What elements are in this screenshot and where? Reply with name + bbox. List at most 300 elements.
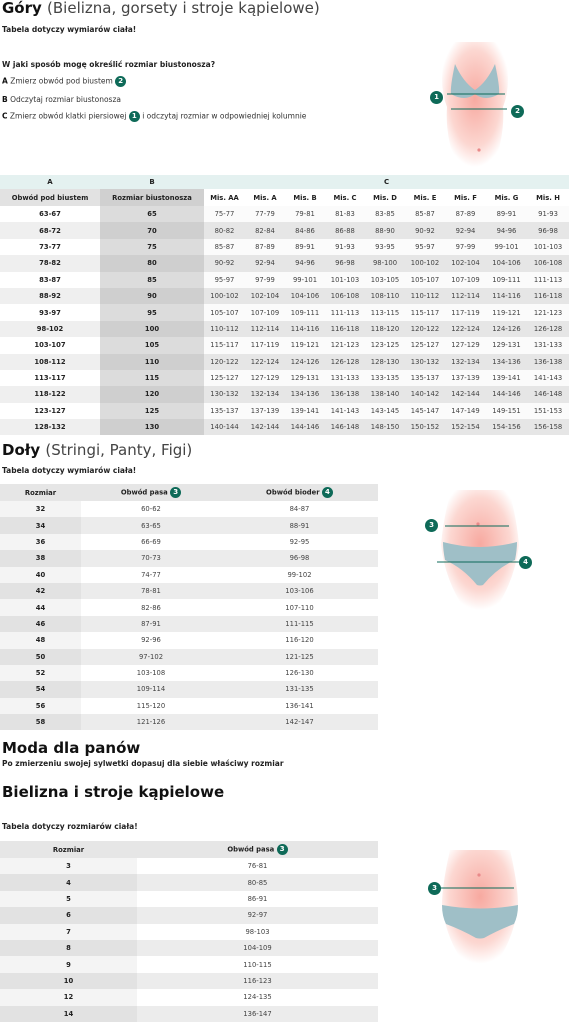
table-cell: 91-93 [527, 206, 569, 222]
step-c-text-before: Zmierz obwód klatki piersiowej [9, 111, 127, 121]
doly-subtitle: (Stringi, Panty, Figi) [45, 441, 193, 459]
table-cell: 66-69 [81, 534, 221, 550]
table-cell: 4 [0, 874, 137, 890]
table-cell: 116-123 [137, 973, 378, 989]
table-cell: 124-126 [486, 321, 527, 337]
table-cell: 139-141 [486, 370, 527, 386]
table-row [0, 501, 378, 517]
header-row [0, 189, 569, 206]
table-cell: 88-91 [221, 517, 378, 533]
table-cell: 107-110 [221, 599, 378, 615]
table-cell: 112-114 [245, 321, 285, 337]
table-cell: 76-81 [137, 858, 378, 874]
header-cell: Rozmiar biustonosza [100, 189, 204, 206]
table-cell: 12 [0, 989, 137, 1005]
table-cell: 144-146 [486, 386, 527, 402]
table-cell: 99-101 [486, 239, 527, 255]
badge-2-icon: 2 [115, 76, 126, 87]
table-cell: 136-138 [527, 354, 569, 370]
table-cell: 146-148 [325, 419, 365, 435]
table-cell: 95 [100, 304, 204, 320]
table-row [0, 517, 378, 533]
table-cell: 54 [0, 681, 81, 697]
table-cell: 116-118 [325, 321, 365, 337]
table-cell: 86-88 [325, 222, 365, 238]
table-cell: 98-102 [0, 321, 100, 337]
header-cell [221, 484, 378, 501]
header-cell [137, 841, 378, 858]
table-cell: 131-133 [527, 337, 569, 353]
header-label: Rozmiar [52, 845, 85, 854]
table-cell: 120-122 [204, 354, 245, 370]
table-row [0, 956, 378, 972]
table-cell: 121-123 [325, 337, 365, 353]
table-cell: 98-100 [365, 255, 405, 271]
table-row [0, 649, 378, 665]
table-cell: 103-106 [221, 583, 378, 599]
table-row [0, 255, 569, 271]
table-cell: 126-128 [527, 321, 569, 337]
table-cell: 83-87 [0, 272, 100, 288]
table-cell: 92-96 [81, 632, 221, 648]
table-cell: 102-104 [445, 255, 486, 271]
table-row [0, 891, 378, 907]
table-cell: 85-87 [204, 239, 245, 255]
table-cell: 139-141 [285, 403, 325, 419]
badge-3-icon: 3 [277, 844, 288, 855]
table-row [0, 370, 569, 386]
table-cell: 101-103 [325, 272, 365, 288]
table-cell: 104-109 [137, 940, 378, 956]
table-cell: 121-126 [81, 714, 221, 730]
table-cell: 103-107 [0, 337, 100, 353]
table-cell: 124-126 [285, 354, 325, 370]
table-cell: 116-118 [527, 288, 569, 304]
table-row [0, 288, 569, 304]
table-row [0, 858, 378, 874]
table-cell: 48 [0, 632, 81, 648]
doly-title-text: Doły [2, 441, 41, 459]
table-cell: 136-141 [221, 698, 378, 714]
table-cell: 154-156 [486, 419, 527, 435]
table-cell: 73-77 [0, 239, 100, 255]
table-cell: 148-150 [365, 419, 405, 435]
table-cell: 46 [0, 616, 81, 632]
table-cell: 130-132 [204, 386, 245, 402]
table-cell: 142-147 [221, 714, 378, 730]
table-row [0, 419, 569, 435]
table-cell: 113-117 [0, 370, 100, 386]
header-row [0, 484, 378, 501]
table-row [0, 534, 378, 550]
table-cell: 70-73 [81, 550, 221, 566]
table-cell: 5 [0, 891, 137, 907]
table-cell: 32 [0, 501, 81, 517]
torso-illustration [425, 42, 525, 167]
table-cell: 109-114 [81, 681, 221, 697]
step-c-text-after: i odczytaj rozmiar w odpowiedniej kolumnie [142, 111, 307, 121]
table-cell: 63-65 [81, 517, 221, 533]
marker-3-icon: 3 [425, 519, 438, 532]
table-row [0, 222, 569, 238]
table-cell: 104-106 [486, 255, 527, 271]
table-cell: 134-136 [285, 386, 325, 402]
table-cell: 10 [0, 973, 137, 989]
table-row [0, 567, 378, 583]
header-cell [0, 841, 137, 858]
navel-dot-3 [477, 873, 480, 876]
table-cell: 125-127 [405, 337, 445, 353]
table-cell: 113-115 [365, 304, 405, 320]
table-cell: 137-139 [245, 403, 285, 419]
table-cell: 122-124 [245, 354, 285, 370]
table-row [0, 714, 378, 730]
table-cell: 124-135 [137, 989, 378, 1005]
letter-c: C [204, 175, 569, 189]
table-cell: 7 [0, 924, 137, 940]
table-cell: 115 [100, 370, 204, 386]
table-cell: 131-135 [221, 681, 378, 697]
step-c-letter: C [2, 111, 8, 121]
header-cell: Mis. A [245, 189, 285, 206]
header-label: Obwód pasa [120, 488, 168, 497]
table-cell: 130 [100, 419, 204, 435]
table-cell: 91-93 [325, 239, 365, 255]
table-cell: 82-84 [245, 222, 285, 238]
table-row [0, 874, 378, 890]
table-cell: 119-121 [486, 304, 527, 320]
table-cell: 83-85 [365, 206, 405, 222]
table-cell: 115-117 [405, 304, 445, 320]
table-cell: 131-133 [325, 370, 365, 386]
table-cell: 94-96 [486, 222, 527, 238]
table-cell: 111-115 [221, 616, 378, 632]
table-cell: 93-95 [365, 239, 405, 255]
table-row [0, 304, 569, 320]
table-cell: 106-108 [325, 288, 365, 304]
header-cell: Mis. H [527, 189, 569, 206]
header-cell: Mis. D [365, 189, 405, 206]
gory-title-text: Góry [2, 0, 42, 17]
table-cell: 84-86 [285, 222, 325, 238]
table-cell: 79-81 [285, 206, 325, 222]
letters-row [0, 175, 569, 189]
table-cell: 118-122 [0, 386, 100, 402]
table-cell: 105 [100, 337, 204, 353]
header-cell: Mis. E [405, 189, 445, 206]
table-cell: 93-97 [0, 304, 100, 320]
men-hips-illustration [440, 850, 520, 966]
table-cell: 150-152 [405, 419, 445, 435]
navel-dot [477, 148, 480, 151]
table-row [0, 1006, 378, 1022]
table-cell: 68-72 [0, 222, 100, 238]
table-cell: 126-130 [221, 665, 378, 681]
table-row [0, 550, 378, 566]
table-cell: 50 [0, 649, 81, 665]
header-cell: Mis. AA [204, 189, 245, 206]
table-cell: 127-129 [445, 337, 486, 353]
men-size-table [0, 841, 378, 1022]
table-cell: 100-102 [204, 288, 245, 304]
table-row [0, 403, 569, 419]
table-cell: 60-62 [81, 501, 221, 517]
table-row [0, 583, 378, 599]
table-cell: 143-145 [365, 403, 405, 419]
table-cell: 121-125 [221, 649, 378, 665]
table-cell: 147-149 [445, 403, 486, 419]
table-cell: 6 [0, 907, 137, 923]
header-cell: Obwód pod biustem [0, 189, 100, 206]
table-row [0, 354, 569, 370]
table-cell: 120 [100, 386, 204, 402]
table-cell: 9 [0, 956, 137, 972]
table-cell: 90-92 [204, 255, 245, 271]
table-cell: 105-107 [204, 304, 245, 320]
step-b-text: Odczytaj rozmiar biustonosza [10, 95, 121, 104]
step-c [2, 111, 306, 122]
table-cell: 107-109 [245, 304, 285, 320]
moda-title: Moda dla panów [2, 739, 141, 757]
table-cell: 135-137 [405, 370, 445, 386]
table-cell: 128-132 [0, 419, 100, 435]
table-cell: 92-94 [245, 255, 285, 271]
table-row [0, 907, 378, 923]
table-cell: 130-132 [405, 354, 445, 370]
table-cell: 125 [100, 403, 204, 419]
table-cell: 144-146 [285, 419, 325, 435]
step-a-letter: A [2, 76, 8, 86]
table-cell: 117-119 [245, 337, 285, 353]
table-cell: 86-91 [137, 891, 378, 907]
table-cell: 92-95 [221, 534, 378, 550]
header-row [0, 841, 378, 858]
table-cell: 96-98 [325, 255, 365, 271]
table-cell: 84-87 [221, 501, 378, 517]
table-row [0, 973, 378, 989]
table-cell: 88-92 [0, 288, 100, 304]
table-cell: 142-144 [445, 386, 486, 402]
step-a [2, 76, 126, 87]
table-cell: 85-87 [405, 206, 445, 222]
table-cell: 110-112 [204, 321, 245, 337]
doly-title [2, 441, 192, 459]
table-cell: 34 [0, 517, 81, 533]
table-cell: 95-97 [204, 272, 245, 288]
gory-table-note: Tabela dotyczy wymiarów ciała! [2, 25, 137, 34]
table-cell: 138-140 [365, 386, 405, 402]
table-cell: 38 [0, 550, 81, 566]
table-cell: 110-115 [137, 956, 378, 972]
header-cell: Mis. B [285, 189, 325, 206]
bottoms-size-table [0, 484, 378, 730]
header-label: Rozmiar [24, 488, 57, 497]
table-cell: 116-120 [221, 632, 378, 648]
table-cell: 100-102 [405, 255, 445, 271]
header-cell [0, 484, 81, 501]
table-cell: 44 [0, 599, 81, 615]
table-cell: 40 [0, 567, 81, 583]
table-cell: 140-142 [405, 386, 445, 402]
table-cell: 123-127 [0, 403, 100, 419]
table-cell: 88-90 [365, 222, 405, 238]
table-cell: 145-147 [405, 403, 445, 419]
table-cell: 107-109 [445, 272, 486, 288]
table-cell: 75-77 [204, 206, 245, 222]
table-cell: 52 [0, 665, 81, 681]
table-cell: 78-81 [81, 583, 221, 599]
table-cell: 96-98 [527, 222, 569, 238]
table-cell: 119-121 [285, 337, 325, 353]
table-cell: 80-82 [204, 222, 245, 238]
step-b [2, 95, 121, 104]
table-cell: 74-77 [81, 567, 221, 583]
table-cell: 89-91 [285, 239, 325, 255]
table-cell: 92-97 [137, 907, 378, 923]
table-cell: 136-138 [325, 386, 365, 402]
table-cell: 108-112 [0, 354, 100, 370]
table-row [0, 599, 378, 615]
table-cell: 109-111 [285, 304, 325, 320]
table-row [0, 698, 378, 714]
table-cell: 80 [100, 255, 204, 271]
table-cell: 123-125 [365, 337, 405, 353]
table-cell: 65 [100, 206, 204, 222]
bielizna-table-note: Tabela dotyczy rozmiarów ciała! [2, 822, 138, 831]
table-cell: 87-89 [445, 206, 486, 222]
table-row [0, 272, 569, 288]
table-cell: 104-106 [285, 288, 325, 304]
marker-4-icon: 4 [519, 556, 532, 569]
table-cell: 132-134 [245, 386, 285, 402]
table-row [0, 337, 569, 353]
table-cell: 8 [0, 940, 137, 956]
table-cell: 97-102 [81, 649, 221, 665]
letter-a: A [0, 175, 100, 189]
table-cell: 135-137 [204, 403, 245, 419]
table-cell: 128-130 [365, 354, 405, 370]
table-cell: 132-134 [445, 354, 486, 370]
header-cell: Mis. F [445, 189, 486, 206]
table-cell: 42 [0, 583, 81, 599]
table-cell: 108-110 [365, 288, 405, 304]
table-cell: 3 [0, 858, 137, 874]
table-cell: 137-139 [445, 370, 486, 386]
table-cell: 125-127 [204, 370, 245, 386]
table-cell: 99-102 [221, 567, 378, 583]
table-cell: 75 [100, 239, 204, 255]
table-row [0, 206, 569, 222]
table-cell: 149-151 [486, 403, 527, 419]
table-cell: 96-98 [221, 550, 378, 566]
table-cell: 63-67 [0, 206, 100, 222]
moda-note: Po zmierzeniu swojej sylwetki dopasuj dla siebie właściwy rozmiar [2, 759, 284, 768]
table-cell: 95-97 [405, 239, 445, 255]
table-cell: 140-144 [204, 419, 245, 435]
marker-1-icon: 1 [430, 91, 443, 104]
step-b-letter: B [2, 95, 8, 104]
table-cell: 136-147 [137, 1006, 378, 1022]
table-cell: 156-158 [527, 419, 569, 435]
table-row [0, 924, 378, 940]
table-cell: 58 [0, 714, 81, 730]
gory-how-question: W jaki sposób mogę określić rozmiar biustonosza? [2, 60, 216, 69]
table-cell: 94-96 [285, 255, 325, 271]
table-cell: 14 [0, 1006, 137, 1022]
table-cell: 110 [100, 354, 204, 370]
table-cell: 102-104 [245, 288, 285, 304]
table-row [0, 665, 378, 681]
table-cell: 36 [0, 534, 81, 550]
table-cell: 121-123 [527, 304, 569, 320]
table-cell: 101-103 [527, 239, 569, 255]
letter-b: B [100, 175, 204, 189]
table-cell: 129-131 [486, 337, 527, 353]
table-cell: 106-108 [527, 255, 569, 271]
table-cell: 99-101 [285, 272, 325, 288]
table-cell: 120-122 [405, 321, 445, 337]
badge-1-icon: 1 [129, 111, 140, 122]
table-cell: 122-124 [445, 321, 486, 337]
table-cell: 89-91 [486, 206, 527, 222]
table-cell: 70 [100, 222, 204, 238]
table-cell: 146-148 [527, 386, 569, 402]
bra-size-table [0, 175, 569, 435]
gory-subtitle: (Bielizna, gorsety i stroje kąpielowe) [47, 0, 320, 17]
table-cell: 117-119 [445, 304, 486, 320]
hips-illustration [437, 490, 523, 610]
table-row [0, 940, 378, 956]
table-cell: 110-112 [405, 288, 445, 304]
table-cell: 98-103 [137, 924, 378, 940]
doly-table-note: Tabela dotyczy wymiarów ciała! [2, 466, 137, 475]
header-cell: Mis. C [325, 189, 365, 206]
table-row [0, 616, 378, 632]
table-cell: 134-136 [486, 354, 527, 370]
table-row [0, 321, 569, 337]
table-cell: 114-116 [486, 288, 527, 304]
table-cell: 97-99 [245, 272, 285, 288]
table-cell: 103-108 [81, 665, 221, 681]
table-cell: 133-135 [365, 370, 405, 386]
torso-skin [442, 42, 508, 167]
table-cell: 90 [100, 288, 204, 304]
navel-dot-2 [476, 522, 479, 525]
table-cell: 142-144 [245, 419, 285, 435]
bielizna-title: Bielizna i stroje kąpielowe [2, 783, 225, 801]
table-cell: 126-128 [325, 354, 365, 370]
table-cell: 151-153 [527, 403, 569, 419]
marker-3b-icon: 3 [428, 882, 441, 895]
table-cell: 90-92 [405, 222, 445, 238]
table-row [0, 386, 569, 402]
badge-4-icon: 4 [322, 487, 333, 498]
table-cell: 115-117 [204, 337, 245, 353]
table-cell: 115-120 [81, 698, 221, 714]
table-cell: 141-143 [325, 403, 365, 419]
header-label: Obwód bioder [266, 488, 320, 497]
header-cell [81, 484, 221, 501]
table-cell: 111-113 [325, 304, 365, 320]
table-cell: 87-89 [245, 239, 285, 255]
table-cell: 80-85 [137, 874, 378, 890]
table-row [0, 989, 378, 1005]
table-cell: 112-114 [445, 288, 486, 304]
table-cell: 56 [0, 698, 81, 714]
table-cell: 127-129 [245, 370, 285, 386]
table-cell: 114-116 [285, 321, 325, 337]
marker-2-icon: 2 [511, 105, 524, 118]
